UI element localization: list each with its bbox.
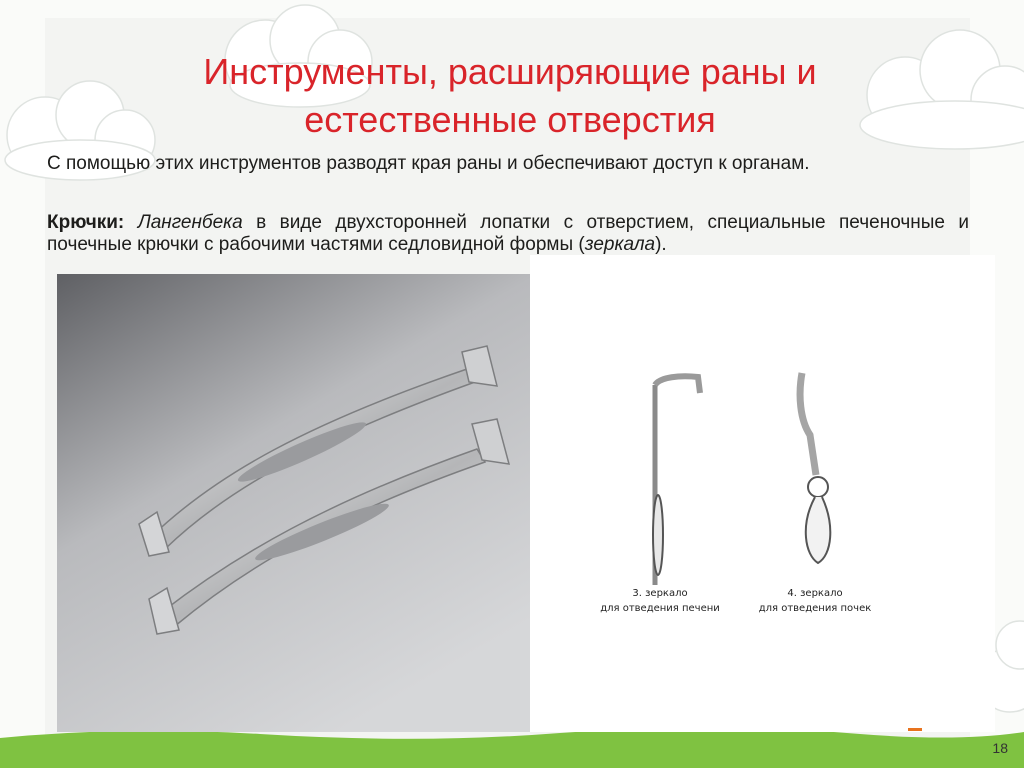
hooks-label: Крючки:: [47, 212, 125, 233]
page-number: 18: [992, 740, 1008, 756]
hooks-description: в виде двухсторонней лопатки с отверстием, специальные печеночные и почечные крючки с рабочими частями седловидной формы (: [47, 212, 969, 255]
liver-mirror-icon: [653, 376, 700, 585]
caption-kidney-mirror: [740, 586, 890, 616]
orange-accent-mark: [908, 728, 922, 731]
caption-liver-mirror: [585, 586, 735, 616]
slide-title: [110, 48, 910, 144]
hooks-end: ).: [655, 234, 667, 255]
mirror-retractors-illustration: [530, 255, 995, 732]
intro-paragraph: С помощью этих инструментов разводят края раны и обеспечивают доступ к органам.: [47, 153, 810, 174]
caption-kidney-purpose: для отведения почек: [758, 603, 872, 614]
caption-liver-title: 3. зеркало: [632, 588, 688, 599]
caption-kidney-title: 4. зеркало: [787, 588, 843, 599]
hooks-name: Лангенбека: [137, 212, 243, 233]
hooks-mirror-term: зеркала: [584, 234, 656, 255]
hooks-paragraph: [47, 212, 969, 256]
caption-liver-purpose: для отведения печени: [600, 603, 720, 614]
langenbeck-retractors-photo: [57, 274, 530, 732]
title-line-2: естественные отверстия: [304, 99, 716, 140]
kidney-mirror-icon: [800, 373, 830, 563]
title-line-1: Инструменты, расширяющие раны и: [203, 51, 817, 92]
